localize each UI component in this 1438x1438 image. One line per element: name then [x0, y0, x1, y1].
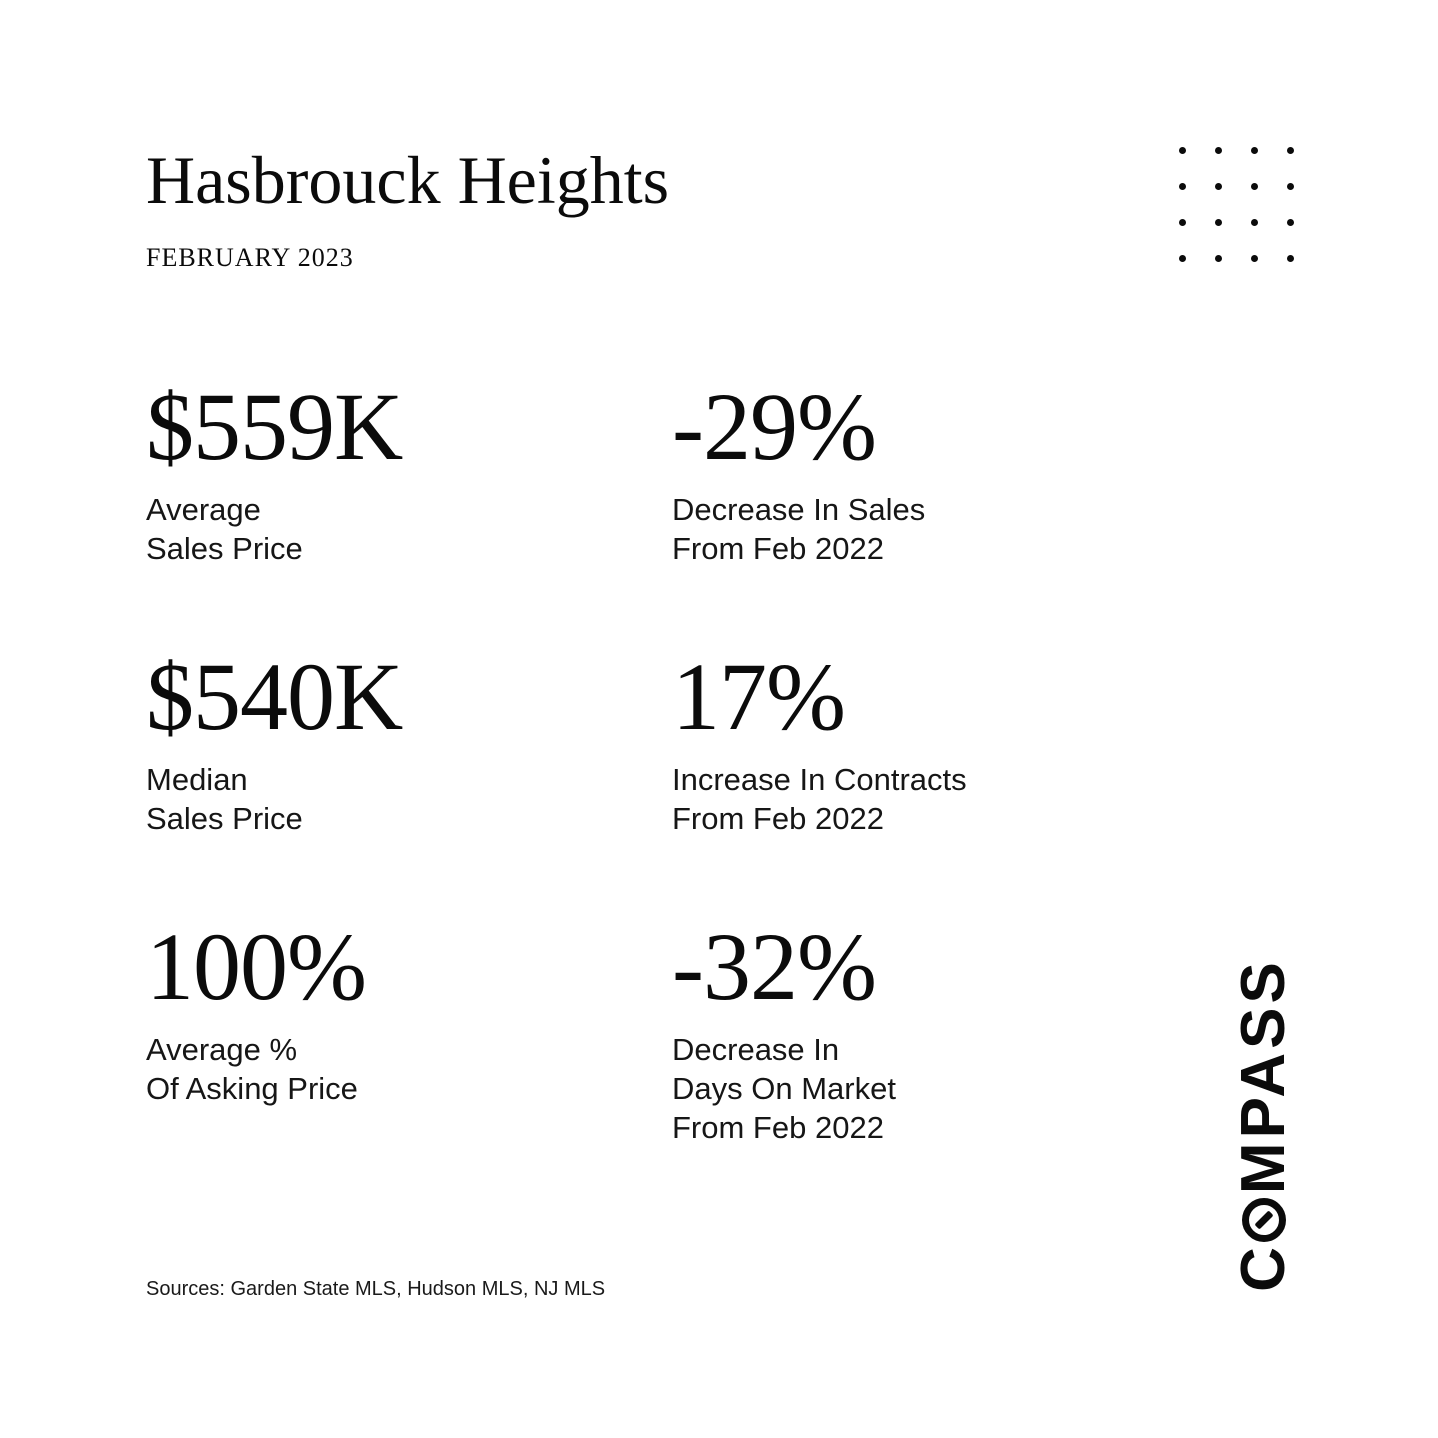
dot [1179, 183, 1186, 190]
stat-label-line: Days On Market [672, 1071, 896, 1106]
stat-label [146, 490, 626, 568]
dot [1287, 147, 1294, 154]
dot [1215, 255, 1222, 262]
stat-value: 17% [672, 643, 845, 750]
dot [1287, 255, 1294, 262]
stat-value: 100% [146, 913, 366, 1020]
stat-label-line: Of Asking Price [146, 1071, 358, 1106]
dot [1287, 183, 1294, 190]
stat-label-line: From Feb 2022 [672, 531, 884, 566]
stat-label-line: Average % [146, 1032, 298, 1067]
dot [1251, 255, 1258, 262]
stat-label [672, 760, 1152, 838]
page-title: Hasbrouck Heights [146, 142, 670, 218]
dot [1251, 147, 1258, 154]
stat-label-line: Average [146, 492, 261, 527]
dot [1179, 147, 1186, 154]
stat-value: $559K [146, 373, 403, 480]
stat-label [672, 1030, 1152, 1147]
stat-label-line: Median [146, 762, 248, 797]
stat-days-on-market-change [672, 913, 1152, 1147]
stat-label-line: From Feb 2022 [672, 1110, 884, 1145]
stat-value: $540K [146, 643, 403, 750]
dot [1251, 183, 1258, 190]
report-month: FEBRUARY 2023 [146, 243, 354, 272]
compass-logo-letters-mpass: MPASS [1229, 958, 1298, 1195]
dot [1251, 219, 1258, 226]
stat-label-line: Increase In Contracts [672, 762, 967, 797]
compass-logo-letter-c: C [1229, 1243, 1298, 1292]
dot [1179, 255, 1186, 262]
stat-label [672, 490, 1152, 568]
stat-label-line: Sales Price [146, 531, 303, 566]
stat-label [146, 1030, 626, 1108]
stat-average-sales-price [146, 373, 626, 568]
stat-label [146, 760, 626, 838]
needle-bar [1254, 1211, 1273, 1230]
stat-value: -32% [672, 913, 876, 1020]
dot [1215, 147, 1222, 154]
stat-sales-change [672, 373, 1152, 568]
stat-label-line: From Feb 2022 [672, 801, 884, 836]
stat-average-pct-asking-price [146, 913, 626, 1108]
dot [1287, 219, 1294, 226]
stat-median-sales-price [146, 643, 626, 838]
dot [1215, 219, 1222, 226]
sources-note: Sources: Garden State MLS, Hudson MLS, NJ MLS [146, 1278, 606, 1300]
stat-label-line: Decrease In Sales [672, 492, 926, 527]
dot [1179, 219, 1186, 226]
dot-grid [1179, 147, 1294, 262]
stat-label-line: Decrease In [672, 1032, 840, 1067]
dot [1215, 183, 1222, 190]
compass-logo [1229, 935, 1298, 1315]
stat-contracts-change [672, 643, 1152, 838]
stat-label-line: Sales Price [146, 801, 303, 836]
stat-value: -29% [672, 373, 876, 480]
compass-needle-icon [1242, 1198, 1286, 1242]
